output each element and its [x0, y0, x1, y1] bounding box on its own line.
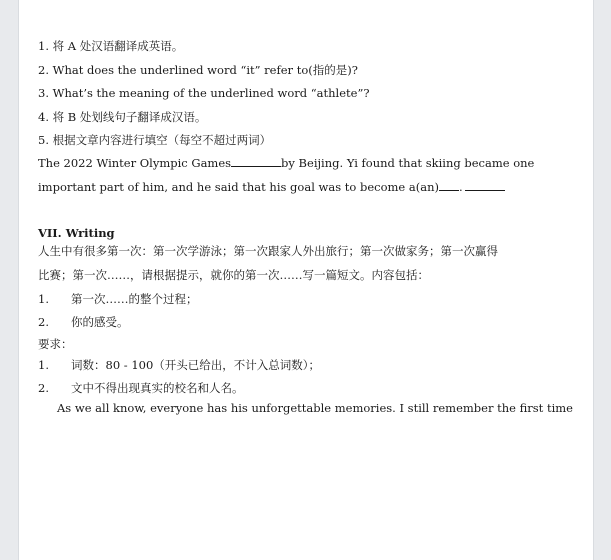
writing-heading: VII. Writing [38, 226, 115, 240]
requirement-1 [38, 358, 320, 372]
viewer-left-margin [0, 0, 19, 560]
writing-point-1-text: 第一次……的整个过程； [71, 292, 198, 306]
fill-in-text-2a: important part of him, and he said that his goal was to become a(an) [38, 180, 439, 194]
requirement-2-text: 文中不得出现真实的校名和人名。 [71, 381, 244, 395]
fill-in-text-2b: . [458, 180, 463, 194]
essay-opening-sentence: As we all know, everyone has his unforgettable memories. I still remember the first time [57, 401, 573, 415]
fill-in-line-2 [38, 180, 505, 194]
answer-blank-2[interactable] [439, 180, 459, 191]
question-4: 4. 将 B 处划线句子翻译成汉语。 [38, 110, 207, 124]
answer-blank-3[interactable] [465, 180, 505, 191]
question-5: 5. 根据文章内容进行填空（每空不超过两词） [38, 133, 272, 147]
writing-point-1 [38, 292, 198, 306]
requirements-label: 要求： [38, 337, 73, 351]
fill-in-text-1a: The 2022 Winter Olympic Games [38, 156, 232, 170]
writing-intro-line-1: 人生中有很多第一次：第一次学游泳；第一次跟家人外出旅行；第一次做家务；第一次赢得 [38, 244, 498, 258]
question-3: 3. What’s the meaning of the underlined word “athlete”? [38, 86, 370, 100]
requirement-1-number: 1. [38, 358, 49, 372]
answer-blank-1[interactable] [231, 156, 281, 167]
requirement-2-number: 2. [38, 381, 49, 395]
writing-point-2 [38, 315, 129, 329]
writing-point-1-number: 1. [38, 292, 49, 306]
requirement-1-text: 词数：80 - 100（开头已给出，不计入总词数）； [71, 358, 321, 372]
writing-point-2-number: 2. [38, 315, 49, 329]
fill-in-line-1 [38, 156, 534, 170]
writing-point-2-text: 你的感受。 [71, 315, 129, 329]
requirement-2 [38, 381, 244, 395]
writing-intro-line-2: 比赛；第一次……，请根据提示，就你的第一次……写一篇短文。内容包括： [38, 268, 429, 282]
viewer-right-margin [593, 0, 611, 560]
question-1: 1. 将 A 处汉语翻译成英语。 [38, 39, 184, 53]
question-2: 2. What does the underlined word “it” refer to(指的是)? [38, 63, 358, 77]
fill-in-text-1b: by Beijing. Yi found that skiing became one [281, 156, 535, 170]
